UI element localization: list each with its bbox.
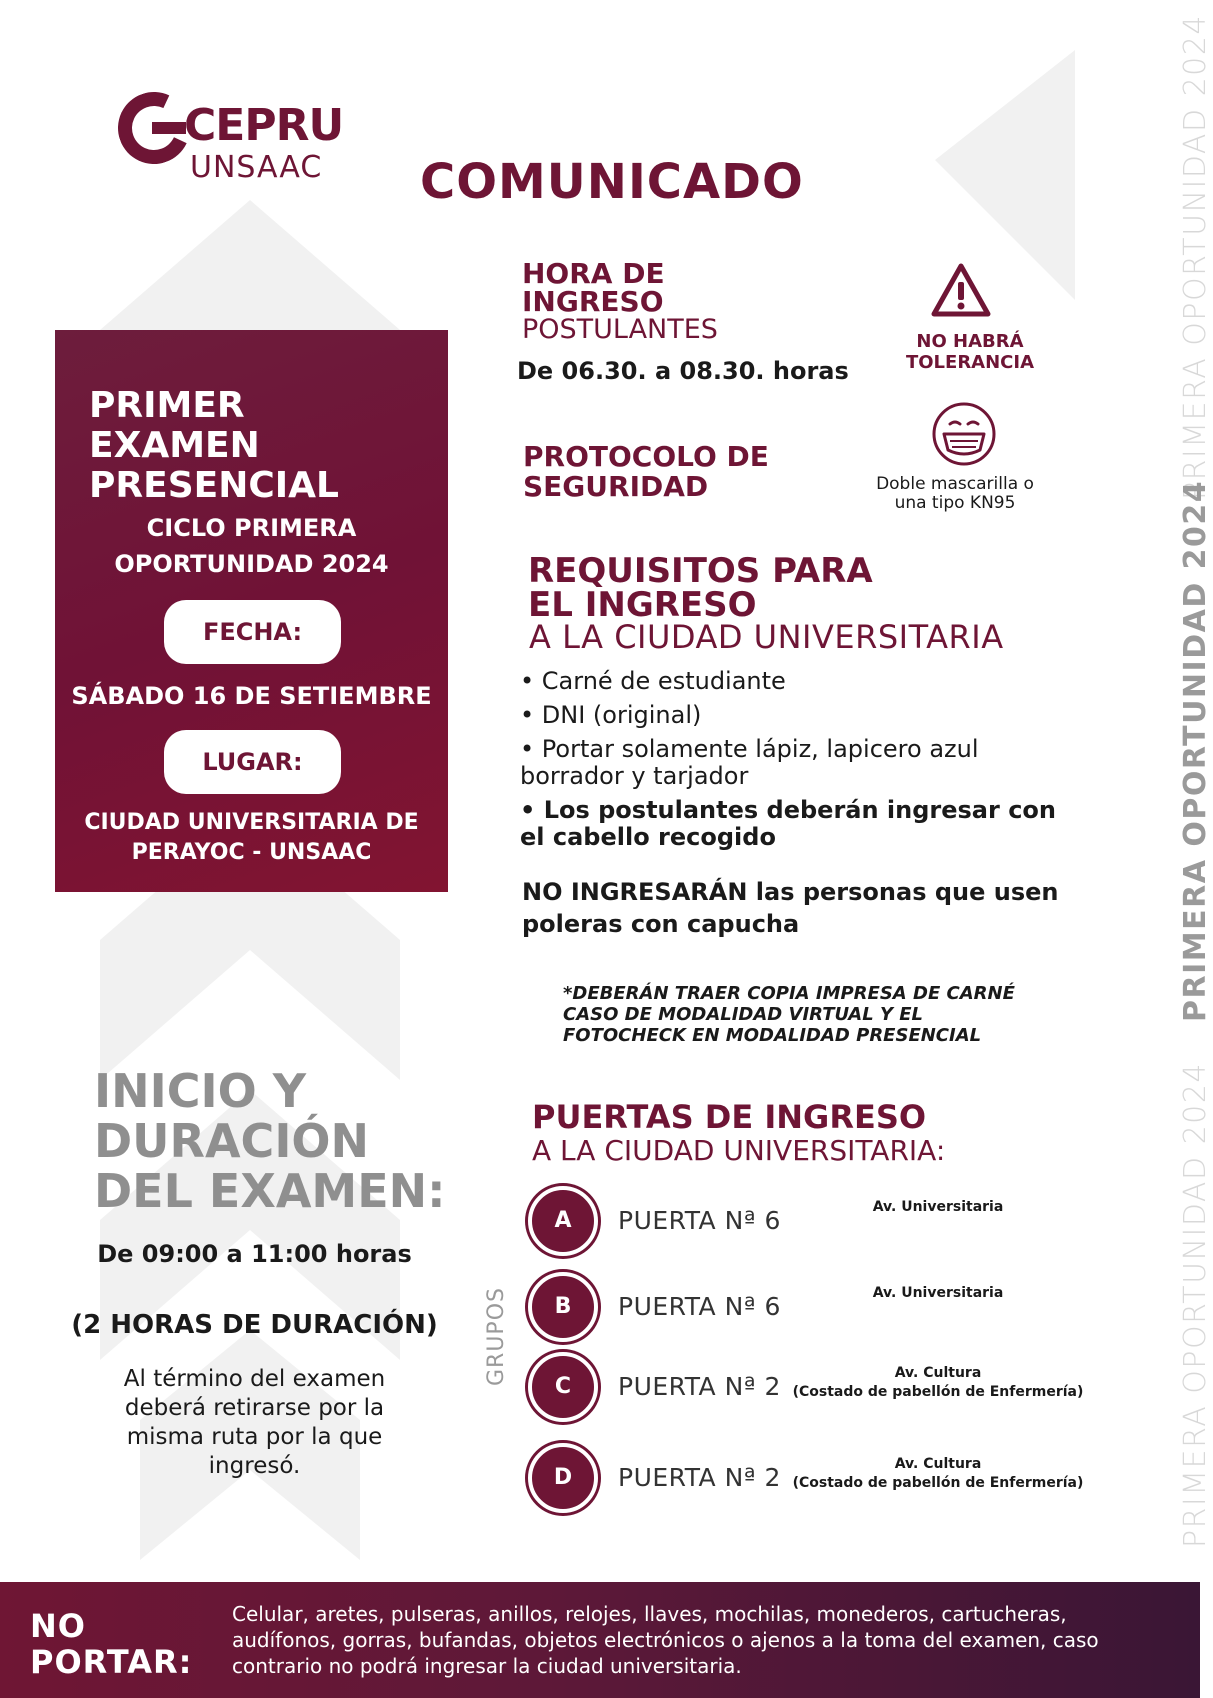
protocolo-heading: PROTOCOLO DE SEGURIDAD bbox=[523, 440, 769, 503]
gate-row-d bbox=[528, 1443, 1108, 1513]
gate-name: PUERTA Nª 6 bbox=[618, 1206, 781, 1235]
side-text-middle: PRIMERA OPORTUNIDAD 2024 bbox=[1178, 479, 1213, 1022]
exam-duration: (2 HORAS DE DURACIÓN) bbox=[71, 1310, 438, 1340]
group-badge: B bbox=[528, 1272, 598, 1342]
fecha-label: FECHA: bbox=[164, 600, 341, 664]
list-item: • Los postulantes deberán ingresar con el cabello recogido bbox=[520, 796, 1056, 851]
grupos-label: GRUPOS bbox=[484, 1287, 509, 1386]
page-title: COMUNICADO bbox=[420, 154, 804, 210]
logo-sub: UNSAAC bbox=[190, 150, 323, 185]
mask-requirement: Doble mascarilla o una tipo KN95 bbox=[876, 474, 1034, 513]
inicio-heading: INICIO Y DURACIÓN DEL EXAMEN: bbox=[94, 1064, 446, 1218]
lugar-value: CIUDAD UNIVERSITARIA DE PERAYOC - UNSAAC bbox=[84, 810, 419, 865]
carne-note: *DEBERÁN TRAER COPIA IMPRESA DE CARNÉ CASO DE MODALIDAD VIRTUAL Y EL FOTOCHECK EN MODALIDAD PRESENCIAL bbox=[563, 983, 1015, 1046]
footer-text: Celular, aretes, pulseras, anillos, relojes, llaves, mochilas, monederos, cartucheras, audífonos, gorras, bufandas, objetos electrónicos o ajenos a la toma del examen, caso contrario no podrá ingresar la ciudad universitaria. bbox=[232, 1602, 1099, 1678]
panel-heading: PRIMER EXAMEN PRESENCIAL bbox=[89, 385, 339, 506]
hora-heading: HORA DE INGRESO bbox=[522, 257, 665, 318]
exam-time: De 09:00 a 11:00 horas bbox=[97, 1240, 412, 1268]
group-badge: A bbox=[528, 1186, 598, 1256]
gate-address: Av. Cultura (Costado de pabellón de Enfermería) bbox=[792, 1456, 1084, 1491]
requisitos-sub: A LA CIUDAD UNIVERSITARIA bbox=[529, 618, 1004, 656]
gate-name: PUERTA Nª 2 bbox=[618, 1463, 781, 1492]
exam-info-panel bbox=[55, 330, 448, 892]
gate-address: Av. Universitaria bbox=[872, 1285, 1004, 1301]
hora-value: De 06.30. a 08.30. horas bbox=[517, 357, 849, 385]
puertas-heading: PUERTAS DE INGRESO bbox=[532, 1098, 927, 1136]
gate-name: PUERTA Nª 2 bbox=[618, 1372, 781, 1401]
no-tolerance-warning: NO HABRÁ TOLERANCIA bbox=[905, 331, 1035, 373]
fecha-value: SÁBADO 16 DE SETIEMBRE bbox=[71, 682, 432, 710]
gate-name: PUERTA Nª 6 bbox=[618, 1292, 781, 1321]
group-badge: C bbox=[528, 1352, 598, 1422]
gate-address: Av. Cultura (Costado de pabellón de Enfermería) bbox=[792, 1365, 1084, 1400]
lugar-label: LUGAR: bbox=[164, 730, 341, 794]
face-mask-icon bbox=[930, 400, 998, 468]
gate-address: Av. Universitaria bbox=[872, 1199, 1004, 1215]
no-portar-footer bbox=[0, 1582, 1200, 1698]
panel-subheading: CICLO PRIMERA OPORTUNIDAD 2024 bbox=[114, 514, 389, 578]
requisitos-list bbox=[520, 668, 1060, 858]
gate-row-c bbox=[528, 1352, 1108, 1422]
group-badge: D bbox=[528, 1443, 598, 1513]
exit-note: Al término del examen deberá retirarse por la misma ruta por la que ingresó. bbox=[123, 1366, 386, 1479]
side-text-top: PRIMERA OPORTUNIDAD 2024 bbox=[1178, 14, 1213, 500]
requisitos-heading: REQUISITOS PARA EL INGRESO bbox=[528, 551, 873, 625]
cepru-logo bbox=[112, 84, 352, 184]
list-item: • DNI (original) bbox=[520, 701, 702, 729]
gate-row-b bbox=[528, 1272, 1108, 1342]
warning-icon bbox=[930, 262, 992, 318]
gate-row-a bbox=[528, 1186, 1108, 1256]
list-item: • Portar solamente lápiz, lapicero azul borrador y tarjador bbox=[520, 735, 979, 790]
no-ingresaran-notice: NO INGRESARÁN las personas que usen poleras con capucha bbox=[522, 878, 1059, 938]
footer-title: NO PORTAR: bbox=[30, 1607, 193, 1681]
logo-name: CEPRU bbox=[184, 100, 344, 151]
puertas-sub: A LA CIUDAD UNIVERSITARIA: bbox=[532, 1134, 946, 1167]
side-text-bottom: PRIMERA OPORTUNIDAD 2024 bbox=[1178, 1062, 1213, 1548]
hora-sub: POSTULANTES bbox=[522, 314, 718, 345]
list-item: • Carné de estudiante bbox=[520, 667, 786, 695]
